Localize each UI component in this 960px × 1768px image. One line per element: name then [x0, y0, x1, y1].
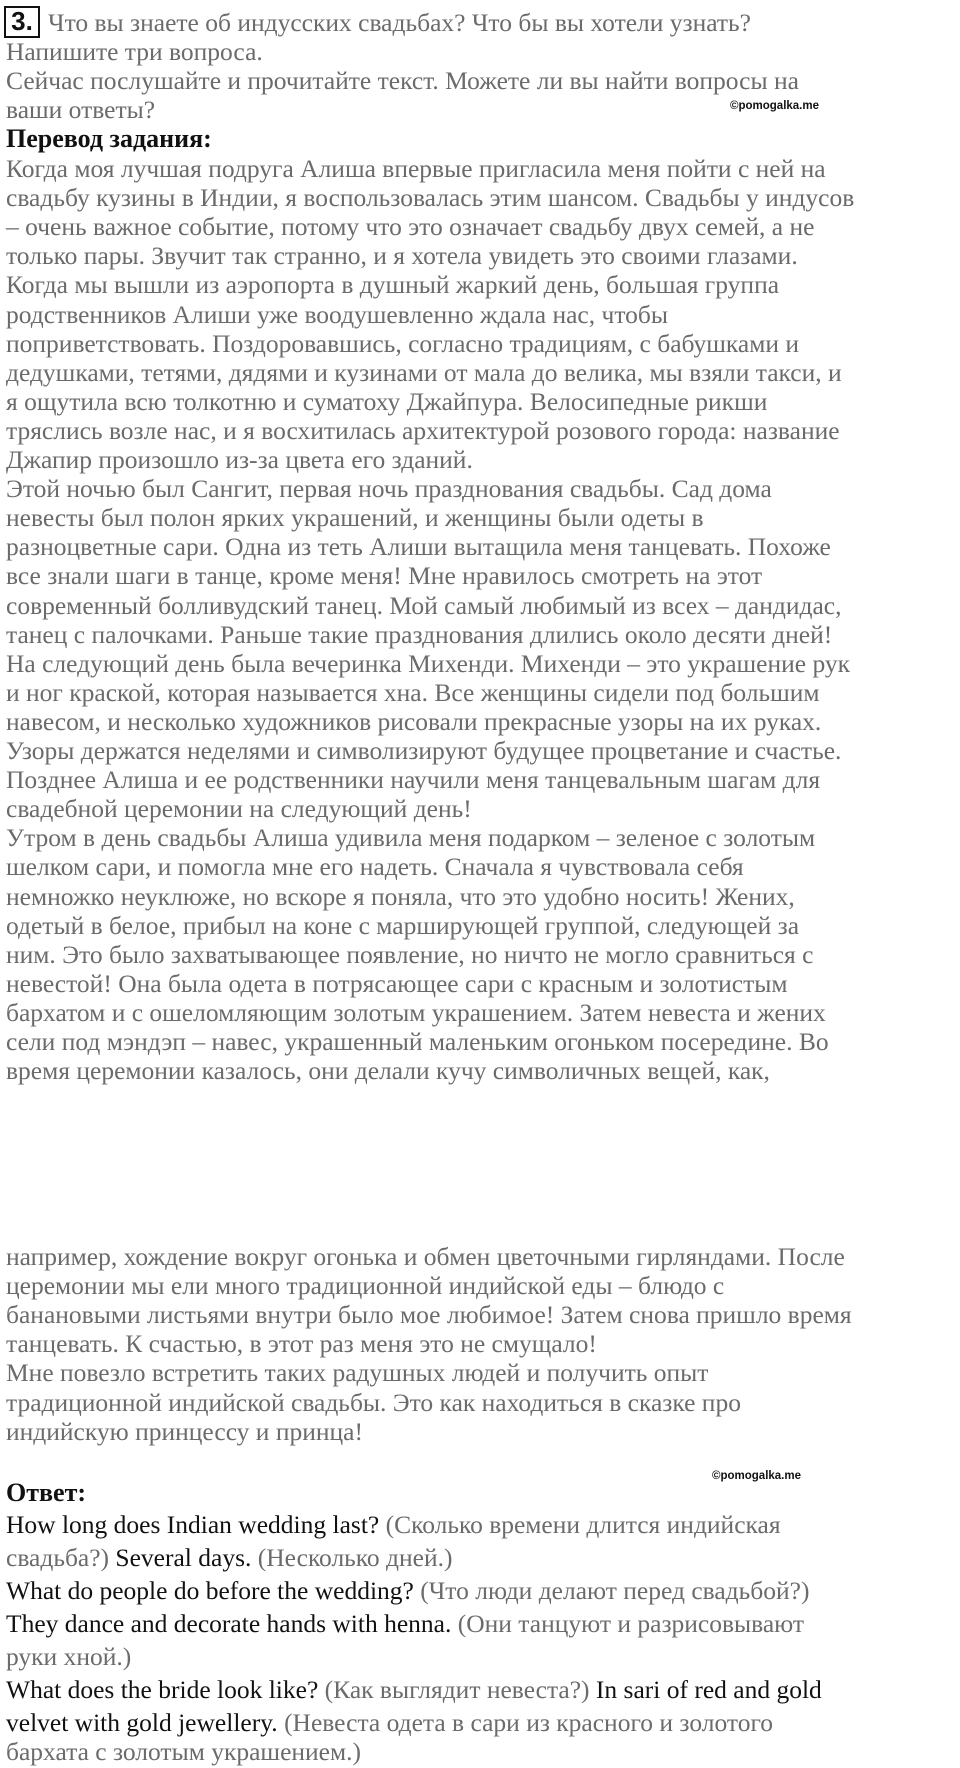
paragraph-line: Мне повезло встретить таких радушных людей и получить опыт [6, 1358, 709, 1388]
paragraph-line: разноцветные сари. Одна из теть Алиши вытащила меня танцевать. Похоже [6, 532, 831, 562]
answer-ru: руки хной.) [6, 1642, 132, 1671]
watermark: ©pomogalka.me [730, 100, 819, 112]
qa-line [6, 1673, 822, 1706]
question-ru: (Что люди делают перед свадьбой?) [420, 1576, 810, 1605]
qa-line [6, 1640, 131, 1673]
paragraph-line: свадебной церемонии на следующий день! [6, 794, 472, 824]
paragraph-line: банановыми листьями внутри было мое любимое! Затем снова пришло время [6, 1300, 852, 1330]
watermark: ©pomogalka.me [712, 1470, 801, 1482]
qa-line [6, 1735, 361, 1768]
question-ru: (Как выглядит невеста?) [324, 1675, 590, 1704]
paragraph-line: Позднее Алиша и ее родственники научили меня танцевальным шагам для [6, 765, 821, 795]
paragraph-line: сели под мэндэп – навес, украшенный маленьким огоньком посередине. Во [6, 1027, 829, 1056]
paragraph-line: невесты был полон ярких украшений, и женщины были одеты в [6, 503, 704, 533]
paragraph-line: например, хождение вокруг огонька и обмен цветочными гирляндами. После [6, 1242, 845, 1271]
paragraph-line: Этой ночью был Сангит, первая ночь празднования свадьбы. Сад дома [6, 474, 772, 504]
question-en: What do people do before the wedding? [6, 1576, 414, 1605]
paragraph-line: тряслись возле нас, и я восхитилась архитектурой розового города: название [6, 415, 840, 445]
paragraph-line: одетый в белое, прибыл на коне с марширующей группой, следующей за [6, 910, 800, 940]
paragraph-line: индийскую принцессу и принца! [6, 1416, 363, 1446]
qa-line [6, 1574, 809, 1607]
qa-line [6, 1541, 452, 1574]
task-number-box: 3. [4, 6, 40, 38]
answer-en: In sari of red and gold [595, 1675, 822, 1704]
task-line: Сейчас послушайте и прочитайте текст. Можете ли вы найти вопросы на [6, 66, 799, 95]
answer-en: Several days. [115, 1543, 252, 1572]
paragraph-line: Когда мы вышли из аэропорта в душный жаркий день, большая группа [6, 270, 780, 300]
paragraph-line: традиционной индийской свадьбы. Это как находиться в сказке про [6, 1387, 741, 1417]
task-line: ваши ответы? [6, 95, 156, 124]
paragraph-line: родственников Алиши уже воодушевленно ждала нас, чтобы [6, 299, 668, 329]
paragraph-line: свадьбу кузины в Индии, я воспользовалась этим шансом. Свадьбы у индусов [6, 183, 855, 213]
paragraph-line: танцевать. К счастью, в этот раз меня это не смущало! [6, 1329, 597, 1359]
question-ru: свадьба?) [6, 1543, 110, 1572]
task-line: Напишите три вопроса. [6, 37, 263, 66]
answer-ru: (Несколько дней.) [257, 1543, 453, 1572]
translation-heading: Перевод задания: [6, 124, 212, 153]
question-en: What does the bride look like? [6, 1675, 319, 1704]
paragraph-line: я ощутила всю толкотню и суматоху Джайпура. Велосипедные рикши [6, 386, 768, 416]
paragraph-line: шелком сари, и помогла мне его надеть. Сначала я чувствовала себя [6, 852, 744, 882]
answer-ru: (Они танцуют и разрисовывают [457, 1609, 805, 1638]
answer-en: velvet with gold jewellery. [6, 1708, 278, 1737]
paragraph-line: немножко неуклюже, но вскоре я поняла, что это удобно носить! Жених, [6, 881, 795, 911]
paragraph-line: невестой! Она была одета в потрясающее сари с красным и золотистым [6, 968, 788, 998]
paragraph-line: танец с палочками. Раньше такие празднования длились около десяти дней! [6, 619, 833, 649]
paragraph-line: навесом, и несколько художников рисовали прекрасные узоры на их руках. [6, 706, 822, 736]
qa-line [6, 1607, 804, 1640]
paragraph-line: и ног краской, которая называется хна. Все женщины сидели под большим [6, 677, 820, 707]
qa-line [6, 1508, 781, 1541]
paragraph-line: все знали шаги в танце, кроме меня! Мне нравилось смотреть на этот [6, 561, 763, 591]
task-line: Что вы знаете об индусских свадьбах? Что бы вы хотели узнать? [48, 8, 751, 37]
paragraph-line: церемонии мы ели много традиционной индийской еды – блюдо с [6, 1271, 725, 1301]
paragraph-line: Джапир произошло из-за цвета его зданий. [6, 445, 473, 474]
paragraph-line: дедушками, тетями, дядями и кузинами от мала до велика, мы взяли такси, и [6, 357, 842, 387]
paragraph-line: – очень важное событие, потому что это означает свадьбу двух семей, а не [6, 212, 815, 242]
paragraph-line: Когда моя лучшая подруга Алиша впервые пригласила меня пойти с ней на [6, 154, 826, 183]
question-en: How long does Indian wedding last? [6, 1510, 380, 1539]
paragraph-line: только пары. Звучит так странно, и я хотела увидеть это своими глазами. [6, 241, 798, 271]
paragraph-line: бархатом и с ошеломляющим золотым украшением. Затем невеста и жених [6, 997, 826, 1027]
paragraph-line: ним. Это было захватывающее появление, но ничто не могло сравниться с [6, 939, 814, 969]
paragraph-line: Утром в день свадьбы Алиша удивила меня подарком – зеленое с золотым [6, 823, 816, 853]
answer-ru: (Невеста одета в сари из красного и золотого [284, 1708, 774, 1737]
answer-heading: Ответ: [6, 1478, 87, 1507]
paragraph-line: поприветствовать. Поздоровавшись, согласно традициям, с бабушками и [6, 328, 800, 358]
paragraph-line: Узоры держатся неделями и символизируют будущее процветание и счастье. [6, 736, 842, 765]
paragraph-line: современный болливудский танец. Мой самый любимый из всех – дандидас, [6, 590, 842, 620]
answer-en: They dance and decorate hands with henna. [6, 1609, 452, 1638]
paragraph-line: На следующий день была вечеринка Михенди. Михенди – это украшение рук [6, 648, 851, 678]
question-ru: (Сколько времени длится индийская [385, 1510, 781, 1539]
answer-ru: бархата с золотым украшением.) [6, 1737, 361, 1766]
paragraph-line: время церемонии казалось, они делали кучу символичных вещей, как, [6, 1056, 770, 1086]
